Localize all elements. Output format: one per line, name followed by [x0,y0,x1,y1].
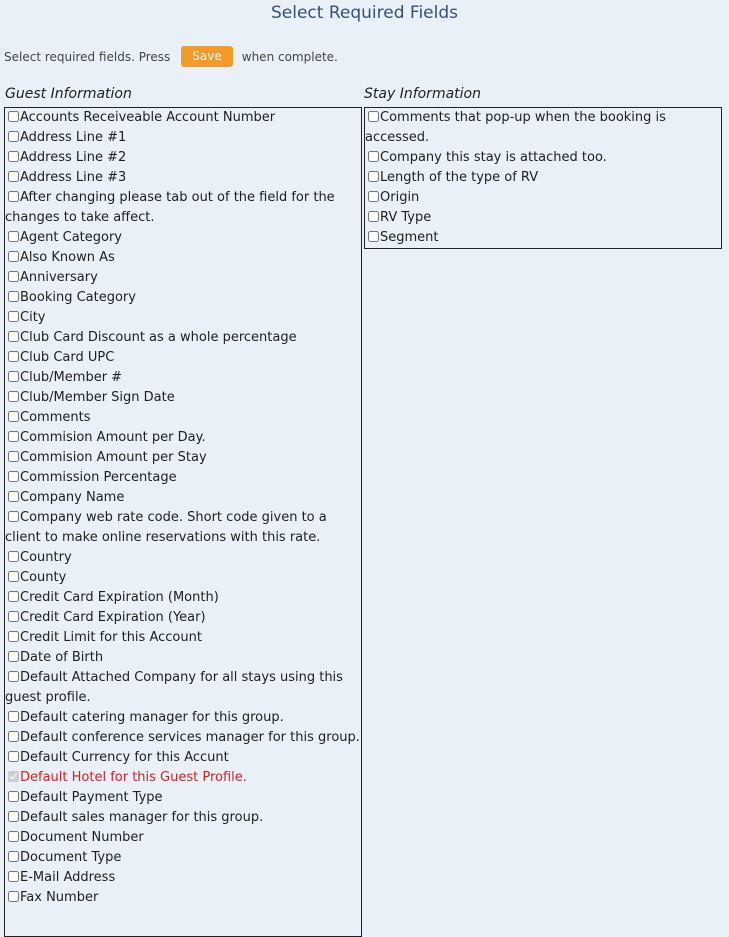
guest-field-item [5,708,361,728]
guest-field-item [5,888,361,908]
stay-field-label: Length of the type of RV [380,170,539,185]
stay-field-label: Origin [380,190,420,205]
guest-field-label: Company web rate code. Short code given to a client to make online reservations with this rate. [5,510,327,545]
guest-field-item [5,648,361,668]
guest-field-label: Commision Amount per Stay [20,450,207,465]
guest-field-checkbox[interactable] [8,471,19,482]
guest-field-item [5,588,361,608]
guest-field-checkbox[interactable] [8,251,19,262]
guest-field-label: After changing please tab out of the field for the changes to take affect. [5,190,335,225]
guest-field-checkbox[interactable] [8,191,19,202]
guest-field-item [5,768,361,788]
guest-field-item [5,728,361,748]
guest-field-label: Club/Member Sign Date [20,390,175,405]
guest-field-item [5,268,361,288]
guest-field-checkbox[interactable] [8,111,19,122]
guest-field-label: Anniversary [20,270,98,285]
stay-field-checkbox[interactable] [368,171,379,182]
guest-field-item [5,128,361,148]
guest-field-checkbox[interactable] [8,431,19,442]
guest-field-checkbox[interactable] [8,551,19,562]
guest-field-label: Document Number [20,830,144,845]
guest-field-label: Commision Amount per Day. [20,430,206,445]
guest-field-label: Commission Percentage [20,470,177,485]
guest-field-checkbox[interactable] [8,351,19,362]
guest-field-item [5,428,361,448]
guest-field-label: Country [20,550,72,565]
guest-field-item [5,488,361,508]
guest-field-item [5,328,361,348]
guest-field-checkbox[interactable] [8,391,19,402]
stay-field-item [365,208,721,228]
guest-field-label: Default catering manager for this group. [20,710,284,725]
guest-field-item [5,248,361,268]
stay-field-label: Segment [380,230,439,245]
guest-field-checkbox[interactable] [8,651,19,662]
guest-field-label: Also Known As [20,250,115,265]
guest-field-item [5,848,361,868]
stay-field-checkbox[interactable] [368,151,379,162]
guest-field-item [5,548,361,568]
guest-field-item [5,748,361,768]
guest-information-heading: Guest Information [5,86,132,102]
guest-fields-list [4,107,362,937]
guest-field-item [5,348,361,368]
guest-field-checkbox[interactable] [8,891,19,902]
save-button[interactable]: Save [181,46,232,67]
guest-field-checkbox[interactable] [8,411,19,422]
guest-field-checkbox[interactable] [8,591,19,602]
guest-field-checkbox[interactable] [8,811,19,822]
guest-field-label: E-Mail Address [20,870,116,885]
instruction-after: when complete. [241,49,338,64]
guest-field-item [5,628,361,648]
guest-field-label: Credit Limit for this Account [20,630,202,645]
stay-field-label: Company this stay is attached too. [380,150,607,165]
guest-field-item [5,568,361,588]
guest-field-item [5,228,361,248]
stay-information-heading: Stay Information [364,86,481,102]
instruction-before: Select required fields. Press [4,49,171,64]
guest-field-checkbox[interactable] [8,611,19,622]
guest-field-item [5,188,361,228]
guest-field-item [5,308,361,328]
stay-field-label: RV Type [380,210,432,225]
guest-field-label: Default sales manager for this group. [20,810,264,825]
guest-field-label: Accounts Receiveable Account Number [20,110,276,125]
guest-field-checkbox[interactable] [8,311,19,322]
guest-field-label: Credit Card Expiration (Year) [20,610,206,625]
guest-field-label: Default Payment Type [20,790,163,805]
guest-field-checkbox[interactable] [8,851,19,862]
guest-field-checkbox[interactable] [8,871,19,882]
guest-field-label: Default conference services manager for this group. [20,730,360,745]
guest-field-checkbox[interactable] [8,671,19,682]
guest-field-checkbox[interactable] [8,371,19,382]
guest-field-item [5,788,361,808]
guest-field-checkbox[interactable] [8,231,19,242]
guest-field-label: Fax Number [20,890,99,905]
guest-field-label: Default Attached Company for all stays using this guest profile. [5,670,343,705]
stay-field-item [365,168,721,188]
stay-field-item [365,108,721,148]
guest-field-label: Agent Category [20,230,122,245]
guest-field-item [5,388,361,408]
stay-field-checkbox[interactable] [368,231,379,242]
guest-field-checkbox[interactable] [8,171,19,182]
guest-field-item [5,468,361,488]
stay-field-item [365,228,721,248]
guest-field-checkbox[interactable] [8,271,19,282]
guest-field-checkbox[interactable] [8,791,19,802]
guest-field-item [5,168,361,188]
guest-field-checkbox [8,771,19,782]
guest-field-label: Address Line #3 [20,170,127,185]
guest-field-item [5,288,361,308]
guest-field-label: Club/Member # [20,370,123,385]
guest-field-label: Club Card Discount as a whole percentage [20,330,297,345]
guest-field-label: Address Line #2 [20,150,127,165]
guest-field-item [5,108,361,128]
guest-field-label: Address Line #1 [20,130,127,145]
guest-field-item [5,508,361,548]
guest-field-label: Comments [20,410,91,425]
guest-field-checkbox[interactable] [8,831,19,842]
guest-field-item [5,668,361,708]
guest-field-checkbox[interactable] [8,571,19,582]
guest-field-checkbox[interactable] [8,451,19,462]
guest-field-label: City [20,310,46,325]
stay-field-item [365,188,721,208]
guest-field-item [5,368,361,388]
stay-field-label: Comments that pop-up when the booking is accessed. [365,110,666,145]
guest-field-checkbox[interactable] [8,751,19,762]
guest-field-checkbox[interactable] [8,491,19,502]
guest-field-checkbox[interactable] [8,631,19,642]
guest-field-checkbox[interactable] [8,711,19,722]
guest-field-item [5,608,361,628]
guest-field-checkbox[interactable] [8,131,19,142]
stay-field-checkbox[interactable] [368,211,379,222]
guest-field-item [5,868,361,888]
guest-field-label: Club Card UPC [20,350,115,365]
guest-field-item [5,148,361,168]
guest-field-label: Credit Card Expiration (Month) [20,590,219,605]
guest-field-checkbox[interactable] [8,291,19,302]
guest-field-item [5,448,361,468]
stay-field-item [365,148,721,168]
guest-field-label: Date of Birth [20,650,104,665]
guest-field-checkbox[interactable] [8,731,19,742]
stay-field-checkbox[interactable] [368,111,379,122]
guest-field-item [5,408,361,428]
guest-field-label: Document Type [20,850,122,865]
guest-field-label: Company Name [20,490,125,505]
guest-field-item [5,828,361,848]
guest-field-item [5,808,361,828]
instructions [4,46,338,67]
guest-field-checkbox[interactable] [8,511,19,522]
guest-field-checkbox[interactable] [8,151,19,162]
guest-field-checkbox[interactable] [8,331,19,342]
guest-field-label: Booking Category [20,290,136,305]
guest-field-label: Default Hotel for this Guest Profile. [20,770,247,785]
guest-field-label: County [20,570,67,585]
stay-fields-list [364,107,722,249]
page-title: Select Required Fields [270,3,458,23]
guest-field-label: Default Currency for this Accunt [20,750,229,765]
stay-field-checkbox[interactable] [368,191,379,202]
